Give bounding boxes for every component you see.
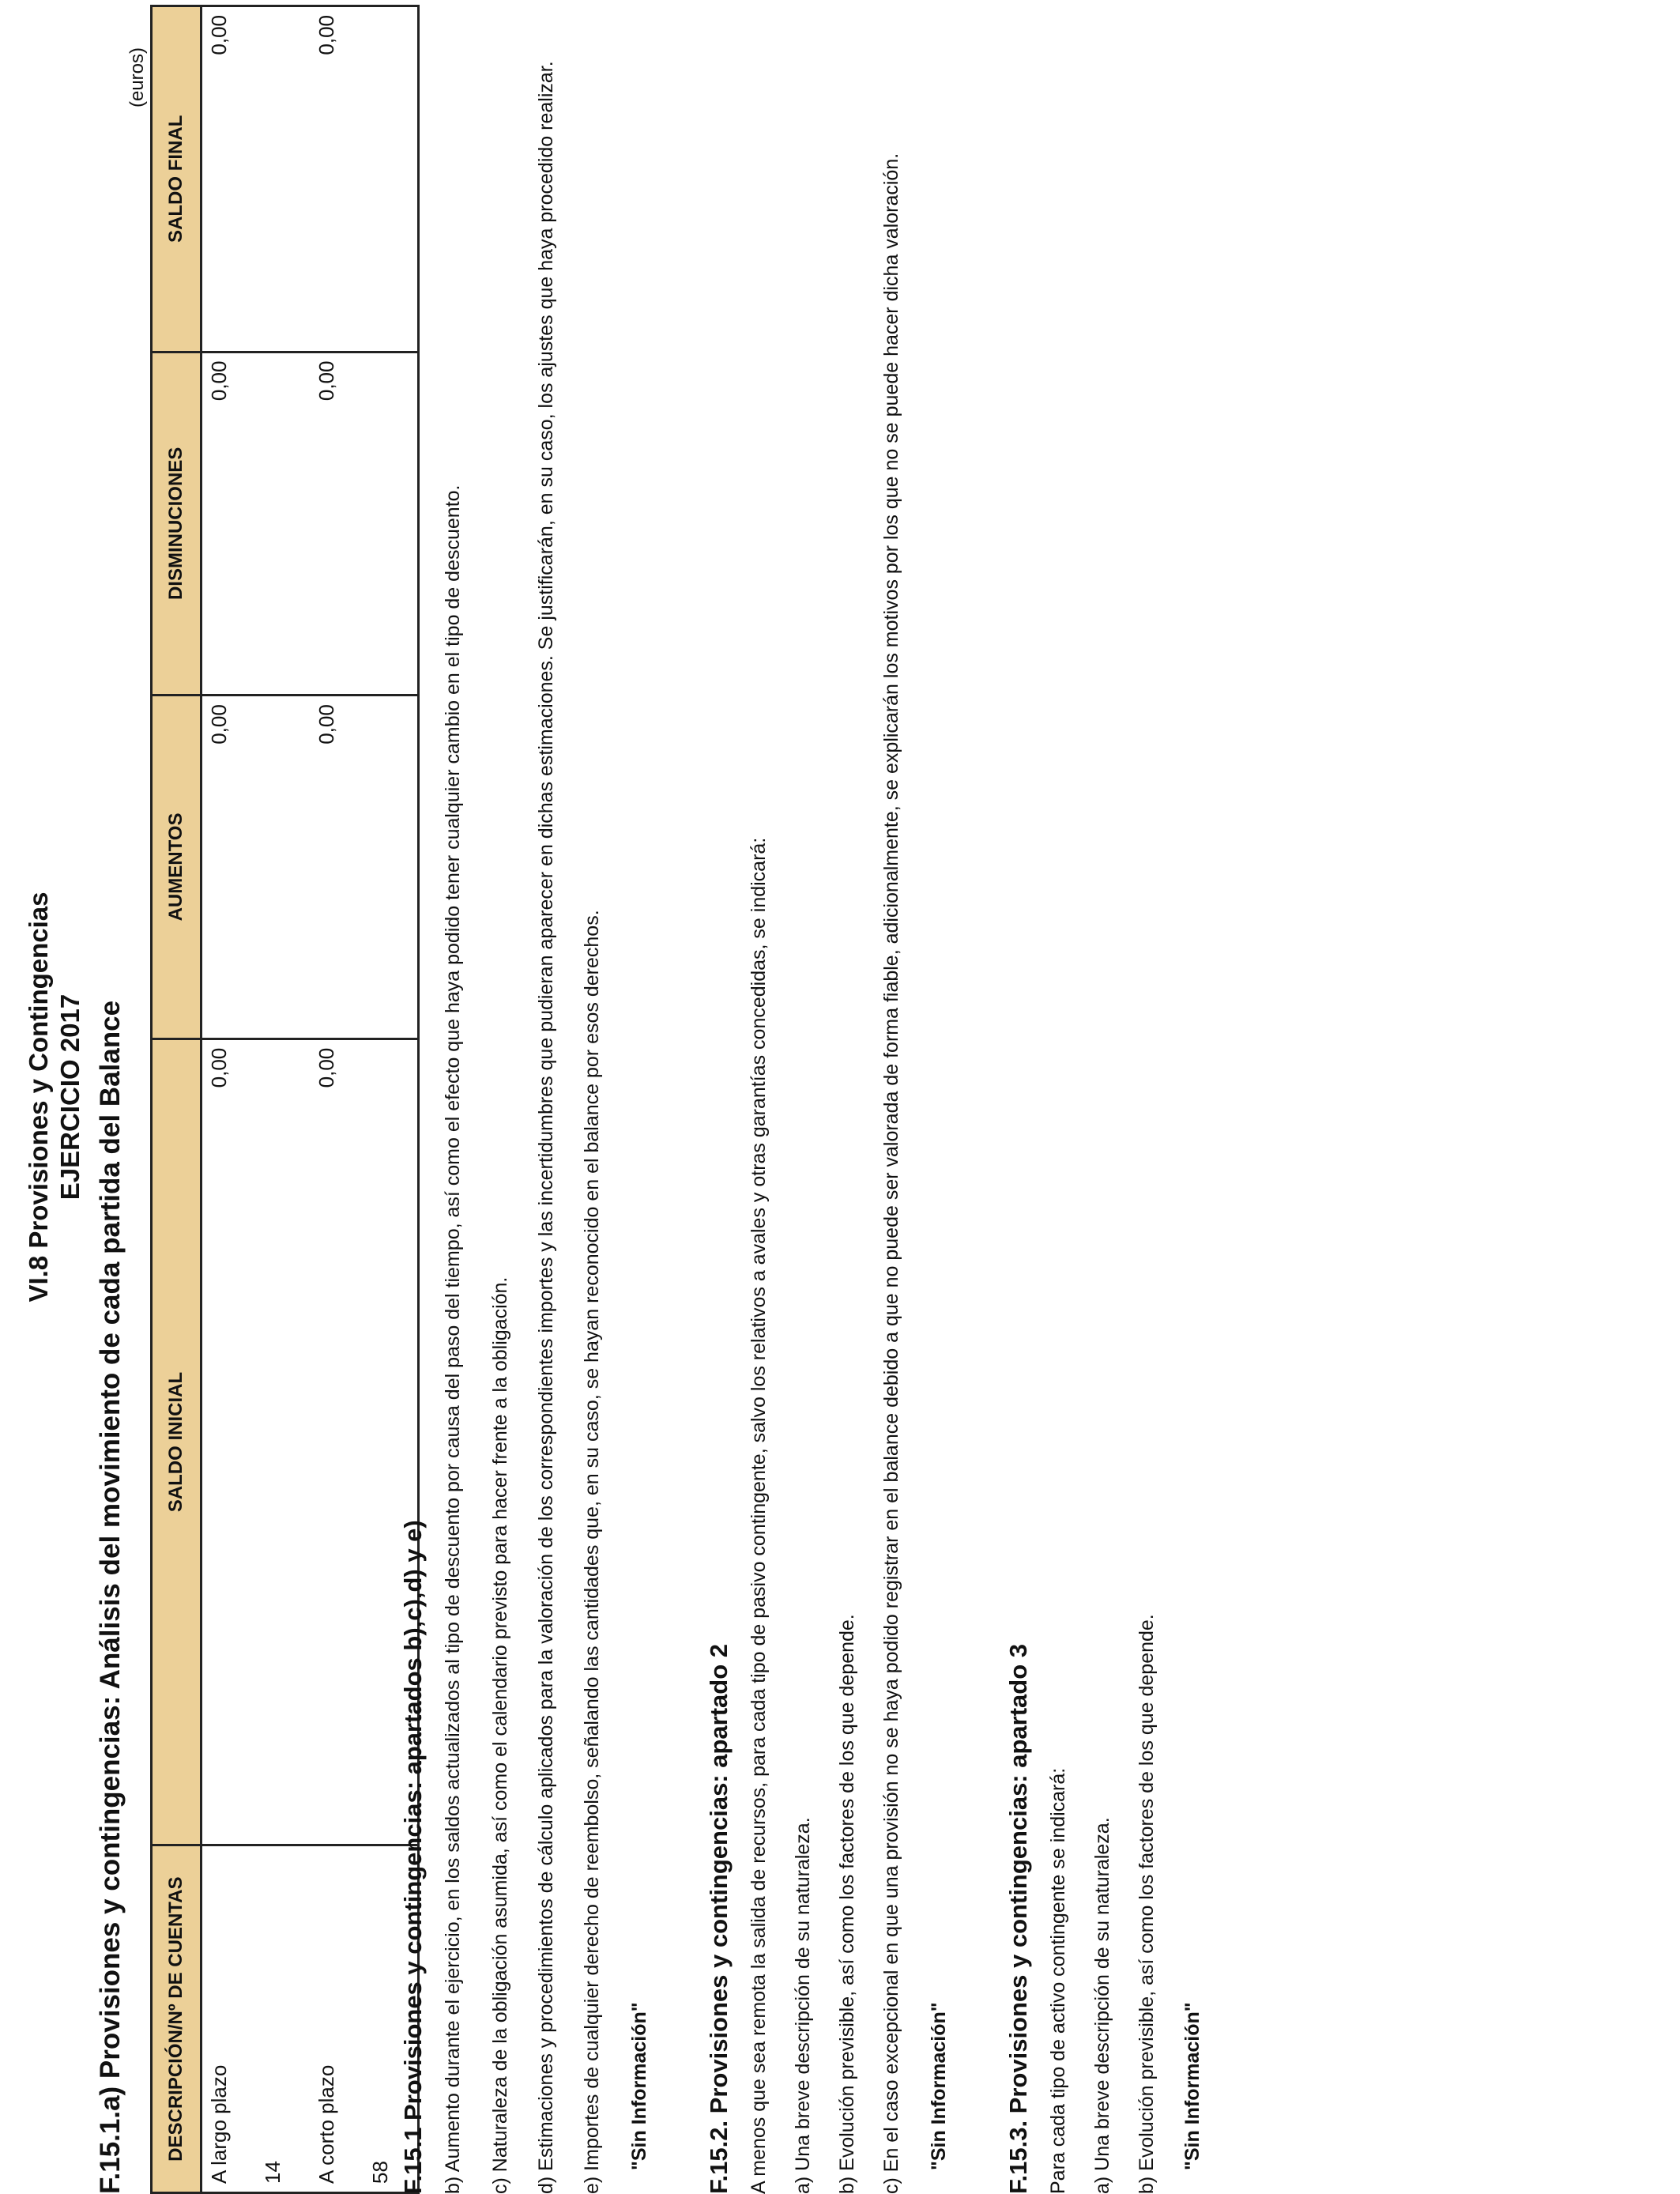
column-header-saldo-inicial: SALDO INICIAL [152,1039,202,1845]
cell-saldo-final: 0,00 [310,6,363,352]
note-152-intro: A menos que sea remota la salida de recursos, para cada tipo de pasivo contingente, salvo los relativos a avales y otras garantías concedidas, se indicará: [748,837,770,2194]
row-description: A largo plazo [202,1845,257,2193]
note-153-a: a) Una breve descripción de su naturaleza. [1091,1817,1113,2194]
note-152-c: c) En el caso excepcional en que una provisión no se haya podido registrar en el balance debido a que no puede ser valorada de forma fiable, adicionalmente, se explicarán los motivos por los que no se puede hacer dicha valoración. [880,153,902,2194]
cell-saldo-inicial: 0,00 [310,1039,363,1845]
section-f153-title: F.15.3. Provisiones y contingencias: apartado 3 [1004,1643,1032,2194]
page-title: VI.8 Provisiones y Contingencias [24,892,53,1302]
note-151-b: b) Aumento durante el ejercicio, en los saldos actualizados al tipo de descuento por causa del paso del tiempo, así como el efecto que haya podido tener cualquier cambio en el tipo de descuento. [442,484,464,2194]
notes-body [399,60,1204,2194]
cell-aumentos: 0,00 [310,696,363,1039]
no-information-153: "Sin Información" [1181,2002,1203,2170]
column-header-disminuciones: DISMINUCIONES [152,352,202,696]
note-152-b: b) Evolución previsible, así como los factores de los que depende. [836,1614,858,2194]
currency-note: (euros) [126,47,148,107]
section-f151-title: F.15.1 Provisiones y contingencias: apartados b),c),d) y e) [399,1520,427,2194]
table-row [256,6,310,2193]
cell-saldo-inicial [256,1039,310,1845]
table-row [310,6,363,2193]
provisions-movement-table [150,5,420,2194]
cell-disminuciones: 0,00 [202,352,257,696]
cell-disminuciones [256,352,310,696]
cell-aumentos [256,696,310,1039]
note-153-b: b) Evolución previsible, así como los factores de los que depende. [1136,1614,1158,2194]
cell-saldo-final [256,6,310,352]
cell-aumentos: 0,00 [202,696,257,1039]
row-description: 58 [363,1845,419,2193]
note-151-e: e) Importes de cualquier derecho de reembolso, señalando las cantidades que, en su caso, se hayan reconocido en el balance por esos derechos. [581,910,603,2194]
column-header-description: DESCRIPCIÓN/Nº DE CUENTAS [152,1845,202,2193]
no-information-151: "Sin Información" [628,2002,650,2170]
note-151-c: c) Naturaleza de la obligación asumida, así como el calendario previsto para hacer frente a la obligación. [489,1276,511,2194]
cell-saldo-final: 0,00 [202,6,257,352]
column-header-saldo-final: SALDO FINAL [152,6,202,352]
table-row [202,6,257,2193]
section-f152-title: F.15.2. Provisiones y contingencias: apartado 2 [705,1643,733,2194]
table-header-row [152,6,202,2193]
note-153-intro: Para cada tipo de activo contingente se indicará: [1047,1767,1069,2194]
row-description: A corto plazo [310,1845,363,2193]
note-151-d: d) Estimaciones y procedimientos de cálculo aplicados para la valoración de los correspondientes importes y las incertidumbres que pudieran aparecer en dichas estimaciones. Se justificarán, en su caso, los ajustes que haya procedido realizar. [535,61,557,2194]
column-header-aumentos: AUMENTOS [152,696,202,1039]
section-f151a-title: F.15.1.a) Provisiones y contingencias: Análisis del movimiento de cada partida del Balance [95,1000,126,2194]
fiscal-year-subtitle: EJERCICIO 2017 [55,993,85,1201]
no-information-152: "Sin Información" [928,2002,950,2170]
cell-disminuciones: 0,00 [310,352,363,696]
note-152-a: a) Una breve descripción de su naturaleza. [792,1817,814,2194]
cell-saldo-inicial: 0,00 [202,1039,257,1845]
row-description: 14 [256,1845,310,2193]
